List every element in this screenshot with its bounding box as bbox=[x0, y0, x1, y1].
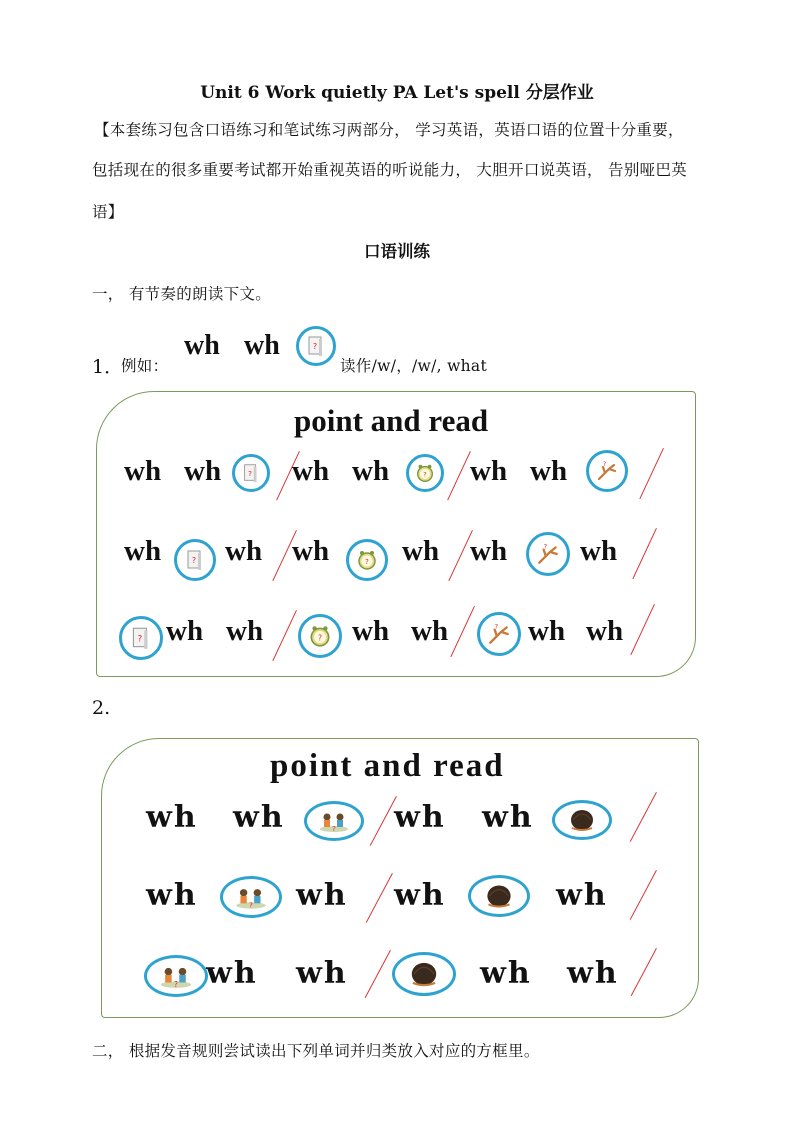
panel1-wh: wh bbox=[184, 455, 222, 487]
panel1-wh: wh bbox=[225, 535, 263, 567]
panel1-wh: wh bbox=[586, 615, 624, 647]
oral-section-heading: 口语训练 bbox=[364, 242, 430, 261]
panel2-heading: point and read bbox=[270, 748, 505, 784]
panel1-wh: wh bbox=[124, 455, 162, 487]
intro-line-1: 【本套练习包含口语练习和笔试练习两部分， 学习英语，英语口语的位置十分重要， bbox=[94, 121, 684, 139]
panel2-wh: wh bbox=[567, 956, 619, 991]
panel1-wh: wh bbox=[292, 455, 330, 487]
panel1-wh: wh bbox=[402, 535, 440, 567]
part2-number: 2. bbox=[92, 697, 111, 719]
hair-back-icon bbox=[468, 875, 530, 917]
panel2-wh: wh bbox=[556, 878, 608, 913]
clock-icon bbox=[298, 614, 342, 658]
panel2-wh: wh bbox=[296, 878, 348, 913]
panel1-wh: wh bbox=[411, 615, 449, 647]
part1-instruction: 一， 有节奏的朗读下文。 bbox=[92, 285, 272, 303]
branch-question-icon bbox=[586, 450, 628, 492]
page-title: Unit 6 Work quietly PA Let's spell 分层作业 bbox=[200, 83, 594, 103]
panel2-wh: wh bbox=[296, 956, 348, 991]
panel1-wh: wh bbox=[292, 535, 330, 567]
panel1-wh: wh bbox=[124, 535, 162, 567]
branch-question-icon bbox=[477, 612, 521, 656]
clock-icon bbox=[406, 454, 444, 492]
panel2-wh: wh bbox=[394, 800, 446, 835]
children-playing-icon bbox=[220, 876, 282, 918]
part3-instruction: 二， 根据发音规则尝试读出下列单词并归类放入对应的方框里。 bbox=[92, 1042, 540, 1060]
hair-back-icon bbox=[392, 952, 456, 996]
question-card-icon bbox=[174, 539, 216, 581]
children-playing-icon bbox=[304, 801, 364, 841]
panel1-wh: wh bbox=[470, 535, 508, 567]
panel1-wh: wh bbox=[166, 615, 204, 647]
example-reading: 读作/w/，/w/, what bbox=[340, 357, 487, 375]
question-card-icon bbox=[232, 454, 270, 492]
panel1-wh: wh bbox=[470, 455, 508, 487]
question-card-icon bbox=[119, 616, 163, 660]
branch-question-icon bbox=[526, 532, 570, 576]
hair-back-icon bbox=[552, 800, 612, 840]
intro-line-2: 包括现在的很多重要考试都开始重视英语的听说能力， 大胆开口说英语， 告别哑巴英 bbox=[92, 161, 688, 179]
panel2-wh: wh bbox=[480, 956, 532, 991]
panel2-wh: wh bbox=[146, 800, 198, 835]
clock-icon bbox=[346, 539, 388, 581]
question-card-icon bbox=[296, 326, 336, 366]
panel1-heading: point and read bbox=[294, 403, 489, 438]
panel1-wh: wh bbox=[528, 615, 566, 647]
panel1-wh: wh bbox=[580, 535, 618, 567]
intro-line-3: 语】 bbox=[92, 203, 124, 221]
panel1-wh: wh bbox=[530, 455, 568, 487]
panel2-wh: wh bbox=[206, 956, 258, 991]
children-playing-icon bbox=[144, 955, 208, 997]
example-label: 例如： bbox=[121, 357, 169, 375]
panel1-wh: wh bbox=[226, 615, 264, 647]
panel2-wh: wh bbox=[146, 878, 198, 913]
example-wh-2: wh bbox=[244, 330, 280, 361]
panel1-wh: wh bbox=[352, 455, 390, 487]
panel1-wh: wh bbox=[352, 615, 390, 647]
example-number: 1． bbox=[92, 356, 124, 378]
example-wh-1: wh bbox=[184, 330, 220, 361]
panel2-wh: wh bbox=[233, 800, 285, 835]
panel2-wh: wh bbox=[394, 878, 446, 913]
panel2-wh: wh bbox=[482, 800, 534, 835]
